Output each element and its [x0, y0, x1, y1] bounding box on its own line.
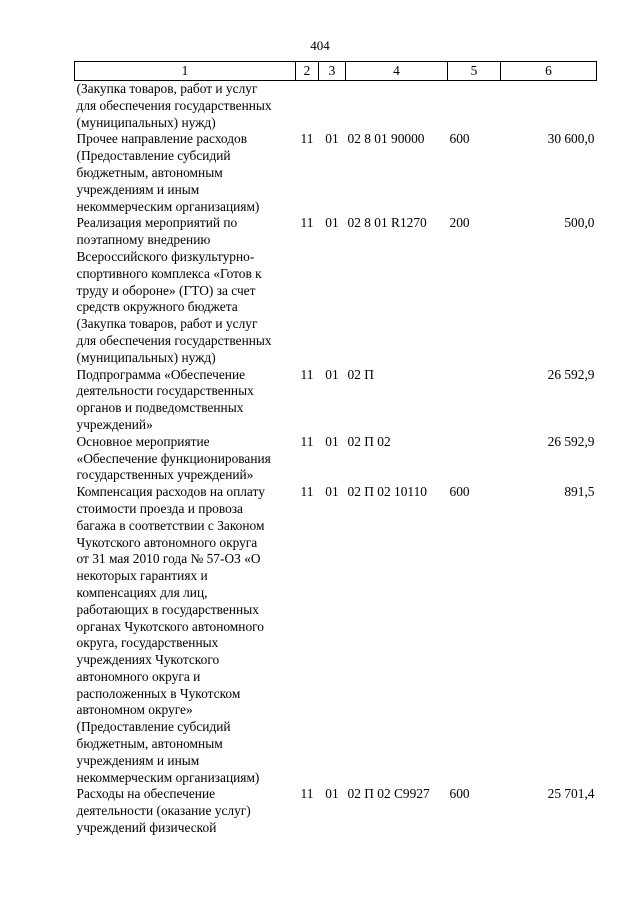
- cell-target-article: 02 П 02: [347, 433, 391, 449]
- cell-name-line: (муниципальных) нужд): [76, 349, 216, 365]
- cell-subsection: 01: [325, 484, 339, 500]
- cell-name-line: Подпрограмма «Обеспечение: [76, 366, 246, 382]
- cell-section: 11: [300, 433, 314, 449]
- cell-name-line: бюджетным, автономным: [76, 164, 223, 180]
- column-header-name: 1: [75, 62, 296, 81]
- cell-name-line: от 31 мая 2010 года № 57-ОЗ «О: [76, 551, 261, 567]
- table-row: [75, 786, 597, 836]
- cell-section: 11: [300, 786, 314, 802]
- cell-subsection: 01: [325, 131, 339, 147]
- cell-name-line: работающих в государственных: [76, 601, 259, 617]
- cell-target-article: 02 П 02 10110: [347, 484, 427, 500]
- cell-name-line: для обеспечения государственных: [76, 97, 272, 113]
- cell-name: [75, 484, 296, 786]
- cell-name-line: поэтапному внедрению: [76, 232, 211, 248]
- table-row: [75, 81, 597, 132]
- cell-name: [75, 215, 296, 366]
- cell-amount: 30 600,0: [547, 131, 595, 147]
- cell-expense-type: [448, 434, 501, 484]
- cell-name-line: округа, государственных: [76, 635, 219, 651]
- table-row: [75, 215, 597, 366]
- cell-name: [75, 434, 296, 484]
- cell-name-line: Всероссийского физкультурно-: [76, 248, 255, 264]
- cell-name-line: «Обеспечение функционирования: [76, 450, 271, 466]
- cell-amount: 26 592,9: [547, 433, 595, 449]
- cell-amount: 500,0: [564, 215, 595, 231]
- cell-name-line: некоммерческим организациям): [76, 769, 260, 785]
- cell-name-line: средств окружного бюджета: [76, 299, 238, 315]
- cell-subsection: 01: [325, 786, 339, 802]
- cell-name-line: (Закупка товаров, работ и услуг: [76, 316, 258, 332]
- cell-target-article: 02 8 01 R1270: [347, 215, 427, 231]
- cell-name-line: учреждениям и иным: [76, 752, 200, 768]
- cell-target-article: 02 П: [347, 366, 374, 382]
- cell-name-line: деятельности государственных: [76, 383, 254, 399]
- cell-name-line: автономном округе»: [76, 702, 193, 718]
- cell-name-line: (муниципальных) нужд): [76, 114, 216, 130]
- cell-expense-type: 200: [449, 215, 470, 231]
- cell-amount: 26 592,9: [547, 366, 595, 382]
- cell-name-line: некоторых гарантиях и: [76, 568, 208, 584]
- cell-name-line: Прочее направление расходов: [76, 131, 248, 147]
- table-row: [75, 131, 597, 215]
- cell-name-line: автономного округа и: [76, 668, 201, 684]
- cell-subsection: 01: [325, 433, 339, 449]
- cell-name-line: учреждениям и иным: [76, 181, 200, 197]
- cell-expense-type: [448, 81, 501, 132]
- column-header-target-article: 4: [346, 62, 448, 81]
- cell-name-line: стоимости проезда и провоза: [76, 500, 244, 516]
- cell-target-article: 02 8 01 90000: [347, 131, 425, 147]
- cell-name-line: учреждениях Чукотского: [76, 652, 220, 668]
- cell-name-line: Основное мероприятие: [76, 433, 210, 449]
- cell-section: 11: [300, 131, 314, 147]
- cell-name-line: (Предоставление субсидий: [76, 148, 231, 164]
- cell-name-line: деятельности (оказание услуг): [76, 803, 251, 819]
- page-number: 404: [310, 38, 330, 53]
- header-row: [75, 62, 597, 81]
- cell-expense-type: 600: [449, 786, 470, 802]
- cell-amount: 891,5: [564, 484, 595, 500]
- cell-name-line: Компенсация расходов на оплату: [76, 484, 265, 500]
- column-header-amount: 6: [501, 62, 597, 81]
- cell-name-line: для обеспечения государственных: [76, 332, 272, 348]
- cell-name: [75, 786, 296, 836]
- cell-name-line: расположенных в Чукотском: [76, 685, 241, 701]
- cell-name-line: органах Чукотского автономного: [76, 618, 264, 634]
- cell-name-line: Чукотского автономного округа: [76, 534, 258, 550]
- cell-section: 11: [300, 366, 314, 382]
- cell-section: 11: [300, 484, 314, 500]
- cell-amount: [501, 81, 597, 132]
- cell-name-line: багажа в соответствии с Законом: [76, 517, 265, 533]
- cell-subsection: [319, 81, 346, 132]
- column-header-section: 2: [296, 62, 319, 81]
- cell-expense-type: 600: [449, 484, 470, 500]
- cell-section: [296, 81, 319, 132]
- cell-name: [75, 131, 296, 215]
- cell-name-line: труду и обороне» (ГТО) за счет: [76, 282, 256, 298]
- budget-table: [74, 61, 597, 837]
- cell-name: [75, 81, 296, 132]
- cell-name-line: спортивного комплекса «Готов к: [76, 265, 262, 281]
- cell-subsection: 01: [325, 366, 339, 382]
- table-row: [75, 434, 597, 484]
- column-header-expense-type: 5: [448, 62, 501, 81]
- cell-amount: 25 701,4: [547, 786, 595, 802]
- cell-expense-type: [448, 367, 501, 434]
- table-row: [75, 484, 597, 786]
- cell-name-line: компенсациях для лиц,: [76, 584, 208, 600]
- cell-name-line: государственных учреждений»: [76, 467, 254, 483]
- column-header-subsection: 3: [319, 62, 346, 81]
- cell-name-line: Расходы на обеспечение: [76, 786, 216, 802]
- cell-section: 11: [300, 215, 314, 231]
- cell-name-line: учреждений»: [76, 416, 153, 432]
- cell-target-article: 02 П 02 С9927: [347, 786, 430, 802]
- cell-name-line: некоммерческим организациям): [76, 198, 260, 214]
- cell-expense-type: 600: [449, 131, 470, 147]
- cell-subsection: 01: [325, 215, 339, 231]
- cell-name-line: (Предоставление субсидий: [76, 719, 231, 735]
- cell-target-article: [346, 81, 448, 132]
- cell-name-line: Реализация мероприятий по: [76, 215, 238, 231]
- cell-name: [75, 367, 296, 434]
- table-row: [75, 367, 597, 434]
- cell-name-line: органов и подведомственных: [76, 400, 244, 416]
- cell-name-line: (Закупка товаров, работ и услуг: [76, 81, 258, 96]
- cell-name-line: учреждений физической: [76, 820, 217, 836]
- cell-name-line: бюджетным, автономным: [76, 736, 223, 752]
